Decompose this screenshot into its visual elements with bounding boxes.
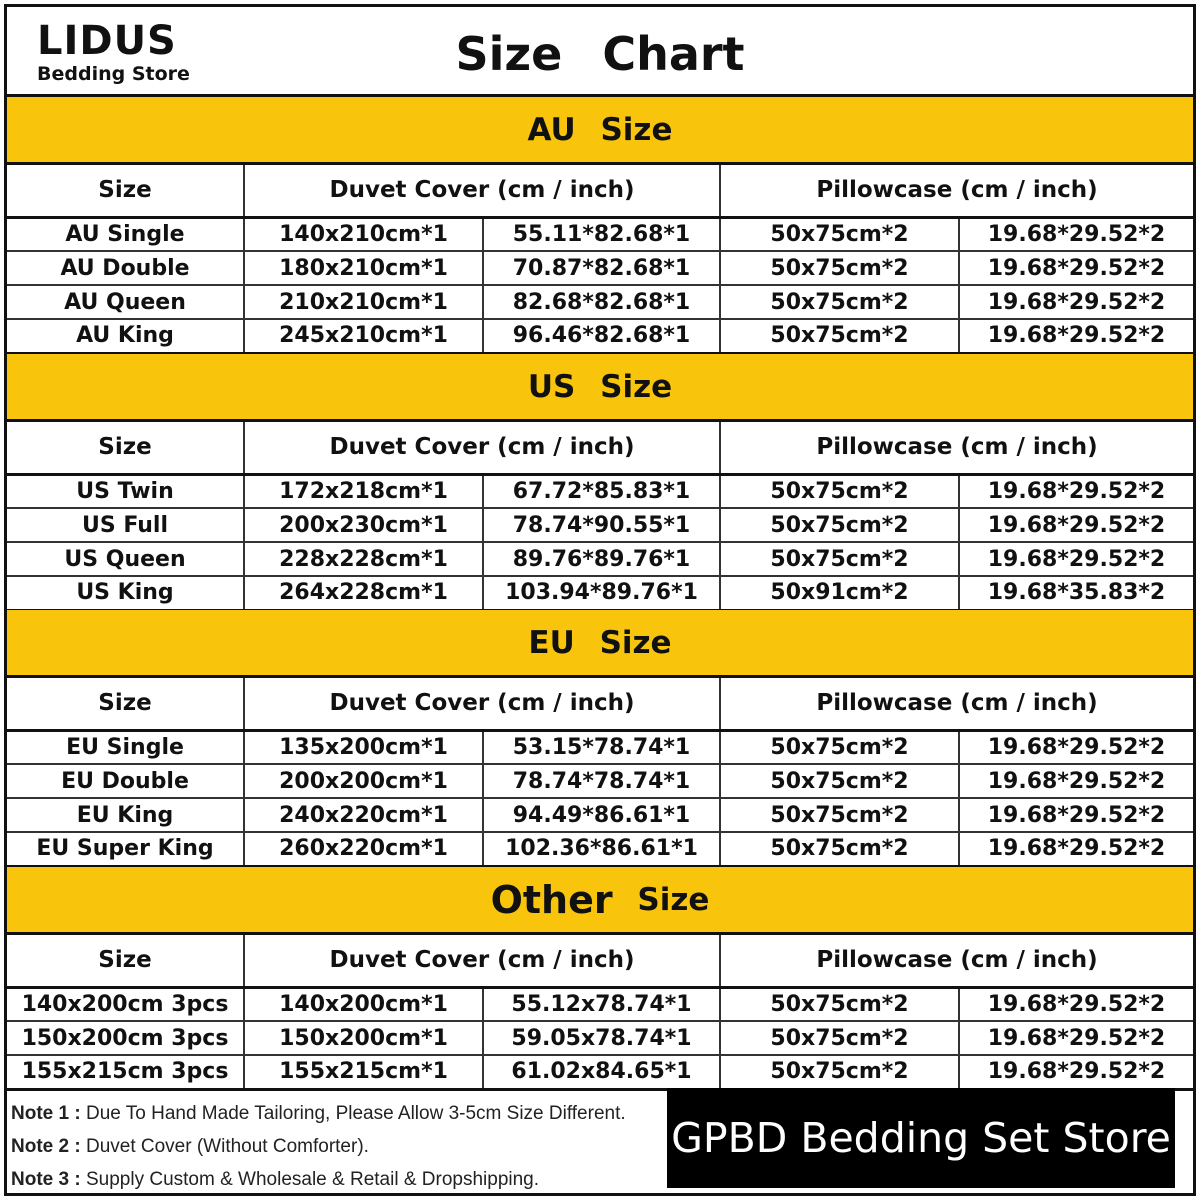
table-row [7,217,1193,251]
pillow-cm: 50x75cm*2 [720,1021,959,1055]
column-header-size: Size [7,678,244,730]
table-row [7,730,1193,764]
note-label: Note 2 : [11,1136,81,1157]
duvet-inch: 61.02x84.65*1 [483,1055,720,1089]
column-header-pillowcase: Pillowcase (cm / inch) [720,935,1193,987]
table-row [7,798,1193,832]
duvet-inch: 67.72*85.83*1 [483,474,720,508]
size-name: US Full [7,508,244,542]
section-band-us [7,354,1193,422]
duvet-cm: 200x230cm*1 [244,508,483,542]
duvet-inch: 78.74*90.55*1 [483,508,720,542]
duvet-cm: 172x218cm*1 [244,474,483,508]
column-header-pillowcase: Pillowcase (cm / inch) [720,165,1193,217]
pillow-inch: 19.68*29.52*2 [959,987,1193,1021]
pillow-cm: 50x91cm*2 [720,576,959,610]
header [7,7,1193,97]
table-row [7,832,1193,866]
section-title-prefix: AU [527,111,576,148]
duvet-cm: 155x215cm*1 [244,1055,483,1089]
note-text: Supply Custom & Wholesale & Retail & Dropshipping. [85,1169,540,1190]
pillow-cm: 50x75cm*2 [720,508,959,542]
duvet-cm: 180x210cm*1 [244,251,483,285]
size-name: AU King [7,319,244,353]
section-band-au [7,97,1193,165]
pillow-cm: 50x75cm*2 [720,251,959,285]
size-name: EU King [7,798,244,832]
table-header-row [7,422,1193,474]
duvet-inch: 102.36*86.61*1 [483,832,720,866]
pillow-cm: 50x75cm*2 [720,319,959,353]
size-table-au [7,165,1193,355]
table-row [7,987,1193,1021]
column-header-duvet: Duvet Cover (cm / inch) [244,165,720,217]
size-name: AU Single [7,217,244,251]
section-title-suffix: Size [637,881,710,918]
pillow-inch: 19.68*29.52*2 [959,1021,1193,1055]
size-table-us [7,422,1193,612]
size-name: EU Double [7,764,244,798]
duvet-inch: 78.74*78.74*1 [483,764,720,798]
duvet-cm: 140x210cm*1 [244,217,483,251]
size-name: 150x200cm 3pcs [7,1021,244,1055]
section-title-prefix: US [527,368,576,405]
table-row [7,764,1193,798]
column-header-size: Size [7,165,244,217]
pillow-inch: 19.68*29.52*2 [959,474,1193,508]
duvet-cm: 245x210cm*1 [244,319,483,353]
pillow-cm: 50x75cm*2 [720,987,959,1021]
size-chart-frame [4,4,1196,1196]
pillow-inch: 19.68*29.52*2 [959,764,1193,798]
pillow-cm: 50x75cm*2 [720,832,959,866]
duvet-inch: 70.87*82.68*1 [483,251,720,285]
duvet-inch: 53.15*78.74*1 [483,730,720,764]
table-row [7,319,1193,353]
brand-name: LIDUS [37,18,177,64]
duvet-inch: 82.68*82.68*1 [483,285,720,319]
column-header-duvet: Duvet Cover (cm / inch) [244,935,720,987]
duvet-inch: 55.11*82.68*1 [483,217,720,251]
duvet-inch: 96.46*82.68*1 [483,319,720,353]
column-header-duvet: Duvet Cover (cm / inch) [244,422,720,474]
column-header-size: Size [7,935,244,987]
section-title-prefix: EU [528,624,575,661]
size-name: 155x215cm 3pcs [7,1055,244,1089]
pillow-cm: 50x75cm*2 [720,217,959,251]
section-band-other [7,867,1193,935]
duvet-cm: 240x220cm*1 [244,798,483,832]
size-name: EU Super King [7,832,244,866]
pillow-cm: 50x75cm*2 [720,1055,959,1089]
pillow-inch: 19.68*29.52*2 [959,1055,1193,1089]
section-title-suffix: Size [600,111,673,148]
table-row [7,285,1193,319]
note-text: Duvet Cover (Without Comforter). [85,1136,369,1157]
pillow-inch: 19.68*29.52*2 [959,251,1193,285]
table-header-row [7,678,1193,730]
note-label: Note 3 : [11,1169,81,1190]
duvet-cm: 200x200cm*1 [244,764,483,798]
pillow-inch: 19.68*29.52*2 [959,217,1193,251]
column-header-duvet: Duvet Cover (cm / inch) [244,678,720,730]
size-name: US King [7,576,244,610]
pillow-inch: 19.68*29.52*2 [959,832,1193,866]
size-table-other [7,935,1193,1091]
pillow-inch: 19.68*29.52*2 [959,542,1193,576]
size-name: US Twin [7,474,244,508]
duvet-inch: 55.12x78.74*1 [483,987,720,1021]
pillow-cm: 50x75cm*2 [720,542,959,576]
table-header-row [7,935,1193,987]
pillow-cm: 50x75cm*2 [720,764,959,798]
column-header-pillowcase: Pillowcase (cm / inch) [720,678,1193,730]
pillow-inch: 19.68*29.52*2 [959,730,1193,764]
section-band-eu [7,610,1193,678]
table-row [7,1055,1193,1089]
size-table-eu [7,678,1193,868]
size-name: EU Single [7,730,244,764]
table-row [7,251,1193,285]
table-row [7,576,1193,610]
pillow-inch: 19.68*29.52*2 [959,508,1193,542]
size-name: AU Double [7,251,244,285]
size-name: US Queen [7,542,244,576]
note-1 [7,1097,687,1130]
store-watermark: GPBD Bedding Set Store [667,1088,1175,1188]
duvet-inch: 103.94*89.76*1 [483,576,720,610]
duvet-cm: 264x228cm*1 [244,576,483,610]
duvet-inch: 59.05x78.74*1 [483,1021,720,1055]
duvet-inch: 94.49*86.61*1 [483,798,720,832]
brand-subtitle: Bedding Store [37,63,190,85]
duvet-cm: 210x210cm*1 [244,285,483,319]
column-header-size: Size [7,422,244,474]
size-name: AU Queen [7,285,244,319]
pillow-inch: 19.68*29.52*2 [959,285,1193,319]
pillow-cm: 50x75cm*2 [720,474,959,508]
notes [7,1097,687,1196]
pillow-cm: 50x75cm*2 [720,730,959,764]
duvet-cm: 135x200cm*1 [244,730,483,764]
table-row [7,1021,1193,1055]
column-header-pillowcase: Pillowcase (cm / inch) [720,422,1193,474]
note-text: Due To Hand Made Tailoring, Please Allow 3-5cm Size Different. [85,1103,626,1124]
duvet-cm: 150x200cm*1 [244,1021,483,1055]
table-row [7,474,1193,508]
duvet-cm: 228x228cm*1 [244,542,483,576]
duvet-cm: 260x220cm*1 [244,832,483,866]
section-title-suffix: Size [600,368,673,405]
table-header-row [7,165,1193,217]
size-name: 140x200cm 3pcs [7,987,244,1021]
table-row [7,542,1193,576]
note-3 [7,1163,687,1196]
table-row [7,508,1193,542]
pillow-inch: 19.68*29.52*2 [959,798,1193,832]
note-label: Note 1 : [11,1103,81,1124]
duvet-cm: 140x200cm*1 [244,987,483,1021]
page-title: Size Chart [455,27,745,81]
pillow-cm: 50x75cm*2 [720,798,959,832]
section-title-suffix: Size [599,624,672,661]
pillow-cm: 50x75cm*2 [720,285,959,319]
pillow-inch: 19.68*35.83*2 [959,576,1193,610]
duvet-inch: 89.76*89.76*1 [483,542,720,576]
pillow-inch: 19.68*29.52*2 [959,319,1193,353]
section-title-prefix: Other [490,877,613,922]
note-2 [7,1130,687,1163]
